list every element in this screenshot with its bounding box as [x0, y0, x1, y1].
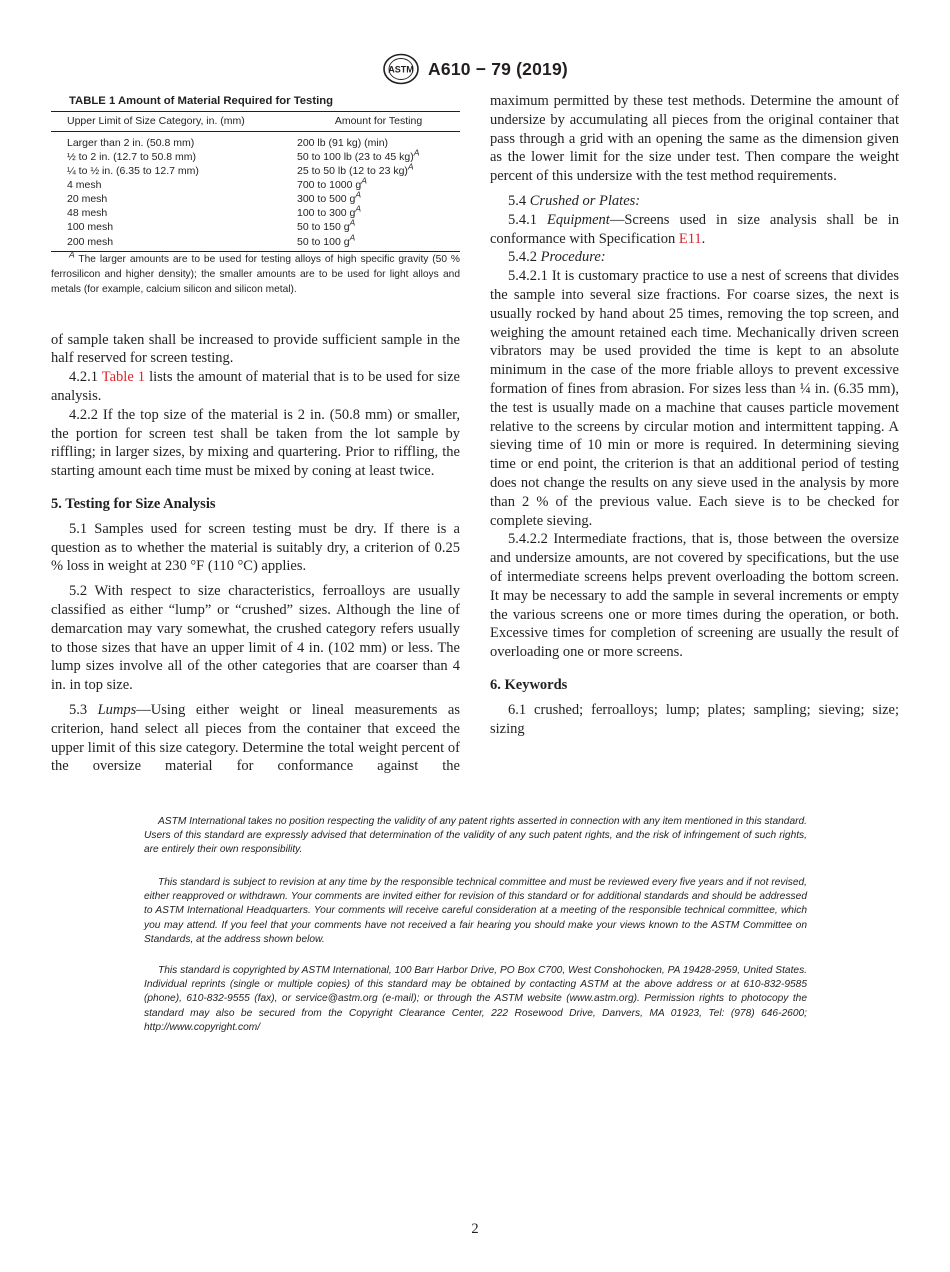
patent-notice	[144, 815, 807, 858]
amount-cell	[297, 189, 460, 206]
section-heading-6: 6. Keywords	[490, 676, 568, 693]
amount-value: 50 to 100 lb (23 to 45 kg)	[297, 150, 414, 163]
logo-text: ASTM	[388, 64, 414, 75]
paragraph-5-4-1	[490, 211, 899, 249]
paragraph-continued: of sample taken shall be increased to provide sufficient sample in the half reserved for screen testing.	[51, 331, 460, 367]
paragraph-end: .	[701, 230, 706, 247]
section-number: 5.4.1	[508, 211, 548, 228]
amount-value: 700 to 1000 g	[297, 179, 362, 192]
table-row	[51, 192, 460, 206]
footnote-ref: A	[407, 161, 414, 172]
standard-designation: A610 − 79 (2019)	[428, 58, 568, 79]
footnote-ref: A	[349, 217, 356, 228]
size-cell: 20 mesh	[67, 193, 108, 206]
revision-notice	[144, 876, 807, 947]
paragraph-5-4-2-2: 5.4.2.2 Intermediate fractions, that is, those between the oversize and undersize amounts, are not covered by specifications, but the use of intermediate screens helps prevent overloading the bottom screen. It may be necessary to add the sample in several increments or empty the various screens one or more times during the operation, or both. Excessive times for completion of screening are usually the result of overloading one or more screens.	[490, 531, 899, 661]
e11-link[interactable]: E11	[678, 230, 702, 247]
table-row	[51, 164, 460, 178]
paragraph-text: —Using either weight or lineal measurements as criterion, hand select all pieces from the container that exceed the upper limit of this size category. Determine the total weight percent of the oversize material for conformance against the	[51, 701, 460, 775]
amount-value: 50 to 100 g	[297, 235, 350, 248]
size-cell: ½ to 2 in. (12.7 to 50.8 mm)	[67, 150, 196, 163]
size-cell: ¼ to ½ in. (6.35 to 12.7 mm)	[67, 165, 199, 178]
paragraph-6-1: 6.1 crushed; ferroalloys; lump; plates; sampling; sieving; size; sizing	[490, 701, 899, 737]
size-cell: 100 mesh	[67, 221, 114, 234]
footnote-ref: A	[361, 175, 367, 186]
section-number: 5.4	[508, 192, 530, 209]
amount-cell	[297, 232, 460, 252]
size-cell: 48 mesh	[67, 207, 108, 220]
copyright-notice-text: This standard is copyrighted by ASTM International, 100 Barr Harbor Drive, PO Box C700, West Conshohocken, PA 19428-2959, United States. Individual reprints (single or multiple copies) of this standard may be obtained by contacting ASTM at the above address or at 610-832-9585 (phone), 610-832-9555 (fax), or service@astm.org (e-mail); or through the ASTM website (www.astm.org). Permission rights to photocopy the standard may also be secured from the Copyright Clearance Center, 222 Rosewood Drive, Danvers, MA 01923, Tel: (978) 646-2600; http://www.copyright.com/	[144, 965, 807, 1033]
paragraph-5-4	[490, 192, 899, 211]
section-number: 5.3	[69, 701, 98, 718]
term-crushed-plates: Crushed or Plates:	[529, 192, 641, 209]
page-number: 2	[471, 1221, 479, 1237]
table-title: TABLE 1 Amount of Material Required for Testing	[69, 95, 334, 107]
section-number: 5.4.2	[508, 249, 541, 266]
paragraph-5-3	[51, 701, 460, 776]
footnote-text: The larger amounts are to be used for testing alloys of high specific gravity (50 % ferrosilicon and higher density); the smaller amounts are to be used for light alloys and metals (for example, calcium silicon and silicon metal).	[51, 253, 460, 295]
amount-cell	[297, 161, 460, 178]
footnote-ref: A	[413, 147, 420, 158]
column-header-amount: Amount for Testing	[297, 111, 460, 131]
copyright-notice	[144, 964, 807, 1035]
term-procedure: Procedure:	[540, 249, 606, 266]
paragraph-4-2-1	[51, 368, 460, 406]
amount-value: 200 lb (91 kg) (min)	[297, 136, 389, 149]
footnote-ref: A	[355, 203, 362, 214]
amount-cell	[297, 217, 460, 234]
section-number: 4.2.1	[69, 369, 102, 386]
table-row	[51, 150, 460, 164]
amount-cell	[297, 147, 460, 164]
paragraph-5-4-2-1: 5.4.2.1 It is customary practice to use a nest of screens that divides the sample into several size fractions. For coarse sizes, the next is usually rocked by hand about 25 times, removing the top screen, and weighing the amount retained each time. Mechanically driven screen vibrators may be used provided the time is kept to an absolute minimum in the case of the more friable alloys to prevent excessive formation of fines from abrasion. For sizes less than ¼ in. (6.35 mm), the test is usually made on a machine that causes particle movement relative to the screens by circular motion and intermittent tapping. A sieving time of 10 min or more is required. In determining sieving time or end point, the criterion is that an additional period of testing does not change the results on any sieve used in the analysis by more than 2 % of the previous value. Each sieve is to be checked for complete sieving.	[490, 268, 899, 529]
column-header-size: Upper Limit of Size Category, in. (mm)	[51, 111, 297, 131]
paragraph-5-1: 5.1 Samples used for screen testing must be dry. If there is a question as to whether the material is suitably dry, a criterion of 0.25 % loss in weight at 230 °F (110 °C) applies.	[51, 520, 460, 575]
paragraph-4-2-2: 4.2.2 If the top size of the material is 2 in. (50.8 mm) or smaller, the portion for screen test shall be taken from the lot sample by riffling; in larger sizes, by mixing and quartering. Prior to riffling, the starting amount each time must be mixed by coning at least twice.	[51, 406, 460, 480]
size-cell: 200 mesh	[51, 235, 297, 252]
paragraph-continued: maximum permitted by these test methods. Determine the amount of undersize by accumulating all pieces from the original container that pass through a grid with an opening the same as the dimension given as the lower limit for the size under test. Then compare the weight percent of this undersize with the test method requirements.	[490, 93, 899, 185]
size-cell: 4 mesh	[67, 179, 102, 192]
right-column	[490, 92, 899, 738]
material-amount-table	[51, 111, 460, 252]
amount-cell	[297, 203, 460, 220]
term-lumps: Lumps	[97, 701, 137, 718]
footnote-mark: A	[69, 249, 75, 260]
left-column	[51, 92, 460, 776]
footnote-ref: A	[355, 189, 362, 200]
paragraph-text: —Screens used in size analysis shall be in conformance with Specification	[490, 211, 899, 247]
footnote-ref: A	[349, 232, 356, 243]
term-equipment: Equipment	[547, 211, 610, 228]
amount-cell	[297, 175, 460, 192]
table-row	[51, 178, 460, 192]
table-row	[51, 206, 460, 220]
paragraph-text: lists the amount of material that is to be used for size analysis.	[51, 369, 460, 405]
patent-notice-text: ASTM International takes no position respecting the validity of any patent rights asserted in connection with any item mentioned in this standard. Users of this standard are expressly advised that determination of the validity of any such patent rights, and the risk of infringement of such rights, are entirely their own responsibility.	[144, 816, 807, 856]
amount-cell	[297, 131, 460, 150]
table-row	[51, 131, 460, 150]
revision-notice-text: This standard is subject to revision at any time by the responsible technical committee and must be reviewed every five years and if not revised, either reapproved or withdrawn. Your comments are invited either for revision of this standard or for additional standards and should be addressed to ASTM International Headquarters. Your comments will receive careful consideration at a meeting of the responsible technical committee, which you may attend. If you feel that your comments have not received a fair hearing you should make your views known to the ASTM Committee on Standards, at the address shown below.	[144, 877, 807, 945]
table-header-row	[51, 111, 460, 131]
table-1-link[interactable]: Table 1	[101, 369, 146, 386]
page-header	[0, 52, 950, 86]
amount-value: 50 to 150 g	[297, 221, 350, 234]
table-footnote	[51, 249, 460, 297]
paragraph-5-2: 5.2 With respect to size characteristics, ferroalloys are usually classified as either “lump” or “crushed” sizes. Although the line of demarcation may vary somewhat, the crushed category refers usually to those sizes that have an upper limit of 4 in. (102 mm) or less. The lump sizes involve all of the other categories that are coarser than 4 in. in top size.	[51, 583, 460, 694]
size-cell: Larger than 2 in. (50.8 mm)	[67, 136, 195, 149]
amount-value: 300 to 500 g	[297, 193, 356, 206]
section-heading-5: 5. Testing for Size Analysis	[51, 496, 216, 513]
table-row	[51, 220, 460, 234]
astm-logo-icon	[382, 53, 420, 85]
amount-value: 100 to 300 g	[297, 207, 356, 220]
table-row	[51, 235, 460, 252]
amount-value: 25 to 50 lb (12 to 23 kg)	[297, 165, 408, 178]
paragraph-5-4-2	[490, 248, 899, 267]
